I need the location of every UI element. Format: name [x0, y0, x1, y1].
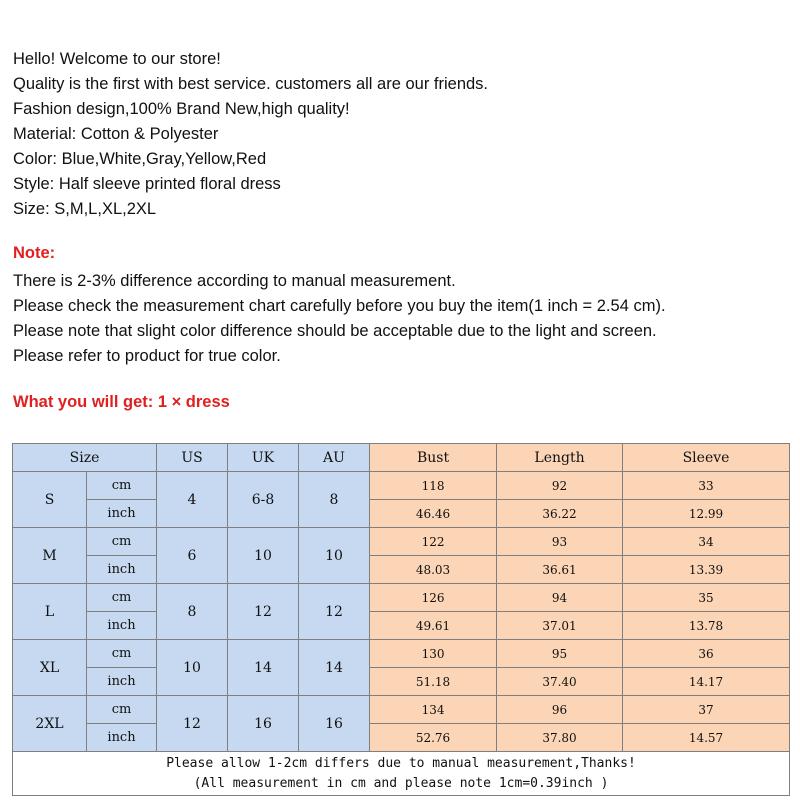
table-row: [13, 668, 790, 696]
unit-inch: inch: [87, 668, 157, 696]
header-us: US: [157, 444, 228, 472]
uk-size: 12: [228, 584, 299, 640]
size-label: XL: [13, 640, 87, 696]
sleeve-cm: 37: [623, 696, 790, 724]
table-row: [13, 724, 790, 752]
footer-line: (All measurement in cm and please note 1cm=0.39inch ): [193, 775, 609, 791]
bust-cm: 134: [370, 696, 497, 724]
intro-line: Hello! Welcome to our store!: [13, 50, 221, 68]
length-cm: 95: [497, 640, 623, 668]
au-size: 16: [299, 696, 370, 752]
bust-cm: 126: [370, 584, 497, 612]
unit-inch: inch: [87, 724, 157, 752]
sleeve-cm: 33: [623, 472, 790, 500]
au-size: 8: [299, 472, 370, 528]
intro-line: Style: Half sleeve printed floral dress: [13, 175, 281, 193]
note-line: Please refer to product for true color.: [13, 347, 281, 365]
us-size: 10: [157, 640, 228, 696]
unit-inch: inch: [87, 556, 157, 584]
footer-line: Please allow 1-2cm differs due to manual measurement,Thanks!: [166, 755, 636, 771]
au-size: 14: [299, 640, 370, 696]
length-cm: 96: [497, 696, 623, 724]
header-uk: UK: [228, 444, 299, 472]
us-size: 6: [157, 528, 228, 584]
bust-inch: 52.76: [370, 724, 497, 752]
table-row: [13, 556, 790, 584]
length-inch: 36.61: [497, 556, 623, 584]
unit-inch: inch: [87, 612, 157, 640]
uk-size: 16: [228, 696, 299, 752]
table-row: [13, 696, 790, 724]
package-contents: What you will get: 1 × dress: [13, 393, 230, 411]
us-size: 4: [157, 472, 228, 528]
intro-line: Size: S,M,L,XL,2XL: [13, 200, 157, 218]
sleeve-cm: 35: [623, 584, 790, 612]
unit-cm: cm: [87, 472, 157, 500]
length-cm: 93: [497, 528, 623, 556]
us-size: 8: [157, 584, 228, 640]
intro-text: [13, 47, 488, 222]
table-row: [13, 612, 790, 640]
length-inch: 37.01: [497, 612, 623, 640]
length-inch: 37.40: [497, 668, 623, 696]
length-cm: 94: [497, 584, 623, 612]
size-label: L: [13, 584, 87, 640]
notes-text: [13, 269, 666, 369]
uk-size: 6-8: [228, 472, 299, 528]
sleeve-inch: 14.57: [623, 724, 790, 752]
size-chart-footer: [13, 752, 790, 796]
intro-line: Color: Blue,White,Gray,Yellow,Red: [13, 150, 267, 168]
uk-size: 10: [228, 528, 299, 584]
intro-line: Fashion design,100% Brand New,high quality!: [13, 100, 350, 118]
unit-cm: cm: [87, 528, 157, 556]
sleeve-inch: 14.17: [623, 668, 790, 696]
header-bust: Bust: [370, 444, 497, 472]
au-size: 12: [299, 584, 370, 640]
au-size: 10: [299, 528, 370, 584]
length-inch: 37.80: [497, 724, 623, 752]
size-chart: [12, 443, 790, 796]
size-chart-header: [13, 444, 790, 472]
table-row: [13, 584, 790, 612]
table-row: [13, 528, 790, 556]
intro-line: Material: Cotton & Polyester: [13, 125, 219, 143]
bust-inch: 46.46: [370, 500, 497, 528]
sleeve-cm: 36: [623, 640, 790, 668]
bust-inch: 48.03: [370, 556, 497, 584]
sleeve-cm: 34: [623, 528, 790, 556]
bust-cm: 118: [370, 472, 497, 500]
us-size: 12: [157, 696, 228, 752]
measurement-note: [13, 752, 790, 796]
sleeve-inch: 13.78: [623, 612, 790, 640]
note-line: Please check the measurement chart carefully before you buy the item(1 inch = 2.54 cm).: [13, 297, 666, 315]
size-label: M: [13, 528, 87, 584]
unit-cm: cm: [87, 584, 157, 612]
unit-inch: inch: [87, 500, 157, 528]
note-heading: Note:: [13, 244, 56, 262]
bust-inch: 51.18: [370, 668, 497, 696]
header-size: Size: [13, 444, 157, 472]
table-row: [13, 472, 790, 500]
unit-cm: cm: [87, 696, 157, 724]
header-length: Length: [497, 444, 623, 472]
bust-inch: 49.61: [370, 612, 497, 640]
sleeve-inch: 12.99: [623, 500, 790, 528]
size-label: 2XL: [13, 696, 87, 752]
length-inch: 36.22: [497, 500, 623, 528]
header-sleeve: Sleeve: [623, 444, 790, 472]
length-cm: 92: [497, 472, 623, 500]
bust-cm: 130: [370, 640, 497, 668]
size-label: S: [13, 472, 87, 528]
table-row: [13, 500, 790, 528]
note-line: There is 2-3% difference according to manual measurement.: [13, 272, 456, 290]
table-row: [13, 640, 790, 668]
note-line: Please note that slight color difference should be acceptable due to the light and screen.: [13, 322, 657, 340]
intro-line: Quality is the first with best service. customers all are our friends.: [13, 75, 489, 93]
header-au: AU: [299, 444, 370, 472]
unit-cm: cm: [87, 640, 157, 668]
sleeve-inch: 13.39: [623, 556, 790, 584]
uk-size: 14: [228, 640, 299, 696]
bust-cm: 122: [370, 528, 497, 556]
